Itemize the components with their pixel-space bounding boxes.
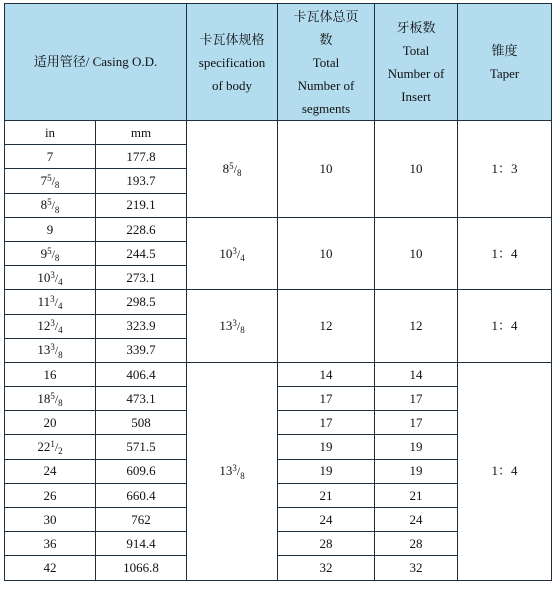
header-insert-line: Insert: [401, 89, 431, 104]
cell-total-insert: 17: [375, 411, 458, 435]
table-row: [5, 217, 552, 241]
cell-casing-mm: 508: [96, 411, 187, 435]
fraction-slash: /: [236, 464, 241, 479]
fraction-slash: /: [54, 319, 59, 334]
cell-total-insert: 10: [375, 121, 458, 218]
cell-casing-in: 20: [5, 411, 96, 435]
cell-total-segments: 21: [278, 483, 375, 507]
cell-casing-mm: 323.9: [96, 314, 187, 338]
cell-total-insert: 19: [375, 435, 458, 459]
cell-casing-mm: 219.1: [96, 193, 187, 217]
header-spec-line: 卡瓦体规格: [199, 31, 265, 47]
fraction-slash: /: [54, 295, 58, 310]
fraction-value: $7^5/_8$: [40, 173, 60, 191]
cell-total-segments: 24: [278, 508, 375, 532]
fraction-value: $8^5/_8$: [222, 161, 242, 179]
cell-casing-in: 36: [5, 532, 96, 556]
cell-total-segments: 28: [278, 532, 375, 556]
cell-casing-in: [5, 314, 96, 338]
fraction-value: $11^3/_4$: [37, 294, 63, 312]
cell-casing-in: 16: [5, 362, 96, 386]
header-insert-line: Number of: [387, 66, 445, 81]
cell-casing-mm: 273.1: [96, 266, 187, 290]
cell-casing-mm: 177.8: [96, 145, 187, 169]
cell-casing-mm: 571.5: [96, 435, 187, 459]
fraction-slash: /: [236, 319, 241, 334]
cell-total-segments: 19: [278, 435, 375, 459]
cell-casing-in: 9: [5, 217, 96, 241]
header-insert-line: Total: [402, 43, 430, 58]
fraction-slash: /: [54, 440, 59, 455]
fraction-value: $8^5/_8$: [40, 197, 60, 215]
cell-casing-mm: 660.4: [96, 483, 187, 507]
header-spec-of-body: [187, 4, 278, 121]
cell-casing-in: [5, 290, 96, 314]
fraction-value: $10^3/_4$: [219, 245, 245, 263]
cell-spec-of-body: [187, 217, 278, 290]
cell-total-segments: 10: [278, 121, 375, 218]
cell-total-segments: 14: [278, 362, 375, 386]
cell-total-insert: 21: [375, 483, 458, 507]
casing-spec-table: [4, 3, 552, 581]
cell-total-segments: 17: [278, 411, 375, 435]
cell-spec-of-body: [187, 290, 278, 363]
cell-casing-in: [5, 266, 96, 290]
cell-total-segments: 17: [278, 387, 375, 411]
unit-in: in: [5, 121, 96, 145]
cell-taper: 1：3: [458, 121, 552, 218]
header-total-segments: [278, 4, 375, 121]
cell-total-insert: 17: [375, 387, 458, 411]
fraction-value: $10^3/_4$: [37, 269, 63, 288]
fraction-slash: /: [233, 162, 237, 177]
cell-casing-mm: 1066.8: [96, 556, 187, 580]
cell-casing-mm: 762: [96, 508, 187, 532]
cell-total-segments: 10: [278, 217, 375, 290]
cell-total-insert: 28: [375, 532, 458, 556]
cell-taper: 1：4: [458, 217, 552, 290]
fraction-value: $13^3/_8$: [219, 463, 245, 481]
cell-total-insert: 10: [375, 217, 458, 290]
cell-casing-mm: 339.7: [96, 338, 187, 362]
cell-casing-mm: 914.4: [96, 532, 187, 556]
cell-total-segments: 32: [278, 556, 375, 580]
table-header: [5, 4, 552, 121]
header-segments-line: 卡瓦体总页: [293, 8, 359, 24]
header-segments-line: 数: [319, 31, 333, 47]
cell-total-insert: 14: [375, 362, 458, 386]
fraction-slash: /: [54, 343, 59, 358]
cell-casing-mm: 193.7: [96, 169, 187, 193]
cell-casing-in: [5, 193, 96, 217]
fraction-value: $9^5/_8$: [40, 245, 60, 263]
header-taper-line: Taper: [489, 66, 520, 81]
cell-taper: 1：4: [458, 362, 552, 580]
cell-casing-in: 24: [5, 459, 96, 483]
cell-casing-mm: 609.6: [96, 459, 187, 483]
cell-casing-in: 42: [5, 556, 96, 580]
cell-total-insert: 12: [375, 290, 458, 363]
fraction-slash: /: [236, 246, 241, 261]
fraction-value: $18^5/_8$: [37, 390, 63, 408]
cell-casing-in: 7: [5, 145, 96, 169]
cell-casing-in: [5, 387, 96, 411]
fraction-slash: /: [51, 246, 55, 261]
cell-casing-mm: 244.5: [96, 241, 187, 265]
fraction-slash: /: [54, 391, 59, 406]
cell-total-insert: 24: [375, 508, 458, 532]
cell-casing-mm: 473.1: [96, 387, 187, 411]
cell-casing-mm: 406.4: [96, 362, 187, 386]
header-casing-od-text: 适用管径/ Casing O.D.: [33, 53, 158, 69]
fraction-value: $13^3/_8$: [37, 342, 63, 360]
cell-spec-of-body: [187, 121, 278, 218]
table-row: [5, 290, 552, 314]
fraction-slash: /: [51, 174, 55, 189]
cell-casing-mm: 298.5: [96, 290, 187, 314]
header-spec-line: specification: [198, 54, 266, 70]
header-casing-od: [5, 4, 187, 121]
cell-taper: 1：4: [458, 290, 552, 363]
header-total-insert: [375, 4, 458, 121]
fraction-slash: /: [51, 198, 55, 213]
cell-casing-in: [5, 338, 96, 362]
cell-casing-in: [5, 435, 96, 459]
fraction-slash: /: [54, 270, 59, 285]
cell-casing-in: 26: [5, 483, 96, 507]
units-row: [5, 121, 552, 145]
unit-mm: mm: [96, 121, 187, 145]
table-row: [5, 362, 552, 386]
header-spec-line: of body: [211, 77, 253, 93]
cell-total-insert: 19: [375, 459, 458, 483]
header-taper-line: 锥度: [491, 43, 518, 58]
cell-total-insert: 32: [375, 556, 458, 580]
fraction-value: $12^3/_4$: [37, 318, 63, 336]
header-segments-line: segments: [301, 100, 351, 116]
header-segments-line: Number of: [297, 77, 355, 93]
cell-casing-in: [5, 241, 96, 265]
cell-total-segments: 19: [278, 459, 375, 483]
cell-casing-mm: 228.6: [96, 217, 187, 241]
header-segments-line: Total: [312, 54, 340, 70]
fraction-value: $22^1/_2$: [37, 439, 63, 457]
header-insert-line: 牙板数: [396, 20, 436, 35]
cell-spec-of-body: [187, 362, 278, 580]
header-taper: [458, 4, 552, 121]
table-body: [5, 121, 552, 581]
cell-total-segments: 12: [278, 290, 375, 363]
cell-casing-in: 30: [5, 508, 96, 532]
cell-casing-in: [5, 169, 96, 193]
fraction-value: $13^3/_8$: [219, 318, 245, 336]
